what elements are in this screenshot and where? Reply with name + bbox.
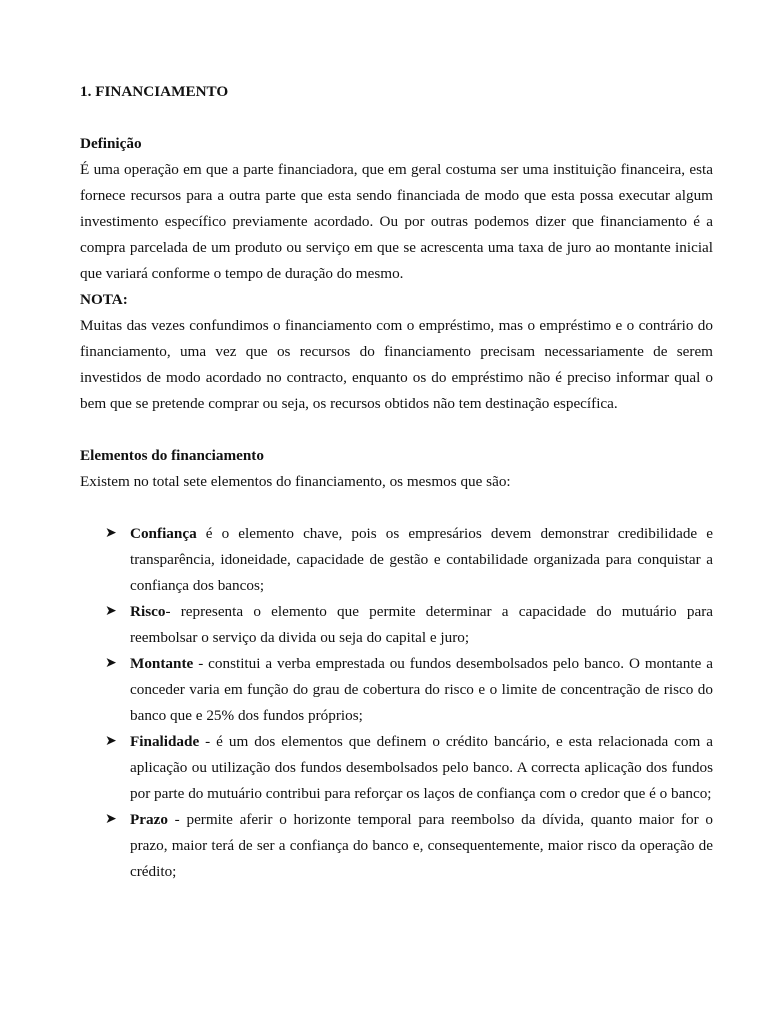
description-finalidade: - é um dos elementos que definem o crédito bancário, e esta relacionada com a aplicação ou utilização dos fundos desembolsados pelo banco. A correcta aplicação dos fundos por parte do mutuário contribui para reforçar os laços de confiança com o credor que é o banco; — [130, 733, 713, 802]
description-confianca: é o elemento chave, pois os empresários devem demonstrar credibilidade e transparência, idoneidade, capacidade de gestão e contabilidade organizada para conquistar a confiança dos bancos; — [130, 525, 713, 594]
note-heading: NOTA: — [80, 291, 128, 308]
elements-heading: Elementos do financiamento — [80, 447, 264, 464]
term-confianca: Confiança — [130, 525, 197, 542]
list-item-risco — [80, 599, 713, 651]
arrow-right-icon: ➤ — [105, 734, 117, 749]
arrow-right-icon: ➤ — [105, 604, 117, 619]
description-risco: - representa o elemento que permite determinar a capacidade do mutuário para reembolsar o serviço da divida ou seja do capital e juro; — [130, 603, 713, 646]
definition-paragraph: É uma operação em que a parte financiadora, que em geral costuma ser uma instituição financeira, esta fornece recursos para a outra parte que esta sendo financiada de modo que esta possa executar algum investimento específico previamente acordado. Ou por outras podemos dizer que financiamento é a compra parcelada de um produto ou serviço em que se acrescenta uma taxa de juro ao montante inicial que variará conforme o tempo de duração do mesmo. — [80, 161, 713, 282]
term-risco: Risco — [130, 603, 166, 620]
arrow-right-icon: ➤ — [105, 656, 117, 671]
document-body — [80, 79, 713, 885]
list-item-confianca — [80, 521, 713, 599]
term-montante: Montante — [130, 655, 194, 672]
elements-list — [80, 521, 713, 885]
list-item-montante — [80, 651, 713, 729]
note-paragraph: Muitas das vezes confundimos o financiamento com o empréstimo, mas o empréstimo e o contrário do financiamento, uma vez que os recursos do financiamento precisam necessariamente de serem investidos de modo acordado no contracto, enquanto os do empréstimo não é preciso informar qual o bem que se pretende comprar ou seja, os recursos obtidos não tem destinação específica. — [80, 317, 713, 412]
description-prazo: - permite aferir o horizonte temporal para reembolso da dívida, quanto maior for o prazo, maior terá de ser a confiança do banco e, consequentemente, maior risco da operação de crédito; — [130, 811, 713, 880]
arrow-right-icon: ➤ — [105, 526, 117, 541]
term-prazo: Prazo — [130, 811, 168, 828]
section-title: 1. FINANCIAMENTO — [80, 83, 229, 100]
term-finalidade: Finalidade — [130, 733, 200, 750]
spacer — [80, 417, 713, 443]
list-item-prazo — [80, 807, 713, 885]
spacer — [80, 495, 713, 521]
definition-heading: Definição — [80, 135, 142, 152]
list-item-finalidade — [80, 729, 713, 807]
arrow-right-icon: ➤ — [105, 812, 117, 827]
spacer — [80, 105, 713, 131]
description-montante: - constitui a verba emprestada ou fundos desembolsados pelo banco. O montante a conceder varia em função do grau de cobertura do risco e o limite de concentração de risco do banco que e 25% dos fundos próprios; — [130, 655, 713, 724]
elements-intro: Existem no total sete elementos do financiamento, os mesmos que são: — [80, 473, 511, 490]
